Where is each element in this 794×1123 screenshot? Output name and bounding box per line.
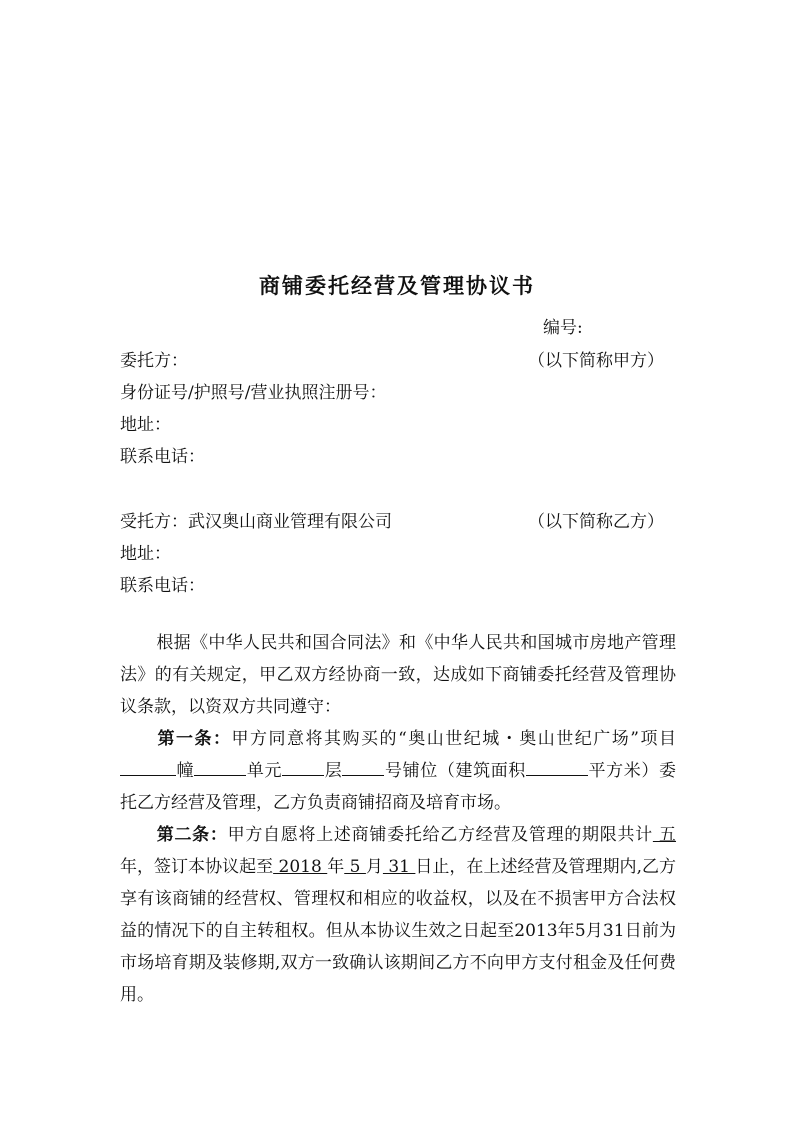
clause-1-text-3: 单元: [246, 761, 283, 781]
clause-2-text-2: 年，签订本协议起至: [120, 857, 274, 877]
party-a-note: （以下简称甲方）: [528, 351, 664, 371]
party-b-address-label: 地址：: [120, 544, 171, 564]
clause-1-text-5: 号铺位（建筑面积: [384, 761, 526, 781]
clause-2: [120, 819, 676, 1011]
clause-1-text-6: 平方米）委托乙方经营及管理，乙方负责商铺招商及培育市场。: [120, 761, 677, 813]
clause-2-text-1: 甲方自愿将上述商铺委托给乙方经营及管理的期限共计: [227, 825, 653, 845]
floor-blank: [282, 759, 324, 776]
party-a-id-label: 身份证号/护照号/营业执照注册号：: [120, 383, 387, 403]
party-b-line: [120, 507, 392, 532]
end-year: 2018: [273, 857, 328, 877]
party-b-name: 武汉奥山商业管理有限公司: [188, 512, 392, 532]
clause-2-text-5: 日止，在上述经营及管理期内,乙方享有该商铺的经营权、管理权和相应的收益权，以及在不损害甲方合法权益的情况下的自主转租权。但从本协议生效之日起至2013年5月31日前为市场培育期及装修期,双方一致确认该期间乙方不向甲方支付租金及任何费用。: [120, 857, 676, 1005]
clause-1-text-4: 层: [324, 761, 343, 781]
party-a-address-label: 地址：: [120, 415, 171, 435]
party-a-label: 委托方：: [120, 351, 188, 371]
shop-number-blank: [342, 759, 384, 776]
unit-blank: [194, 759, 246, 776]
clause-1-heading: 第一条：: [156, 729, 232, 749]
intro-text: 根据《中华人民共和国合同法》和《中华人民共和国城市房地产管理法》的有关规定，甲乙双方经协商一致，达成如下商铺委托经营及管理协议条款，以资双方共同遵守：: [120, 633, 676, 717]
party-a-phone-label: 联系电话：: [120, 447, 205, 467]
clause-1-text-2: 幢: [176, 761, 195, 781]
intro-paragraph: [120, 627, 676, 723]
building-blank: [120, 759, 176, 776]
party-b-label: 受托方：: [120, 512, 188, 532]
clause-1-text-1: 甲方同意将其购买的“奥山世纪城・奥山世纪广场”项目: [231, 729, 677, 749]
party-b-phone-label: 联系电话：: [120, 576, 205, 596]
contract-number-label: 编号:: [543, 318, 583, 338]
clause-2-text-3: 年: [327, 857, 345, 877]
area-blank: [526, 759, 588, 776]
clause-2-text-4: 月: [365, 857, 383, 877]
party-b-note: （以下简称乙方）: [528, 512, 664, 532]
term-years: 五: [652, 825, 677, 845]
end-day: 31: [382, 857, 416, 877]
clause-2-heading: 第二条：: [156, 825, 228, 845]
end-month: 5: [344, 857, 366, 877]
document-title: 商铺委托经营及管理协议书: [259, 273, 535, 298]
clause-1: [120, 723, 676, 819]
